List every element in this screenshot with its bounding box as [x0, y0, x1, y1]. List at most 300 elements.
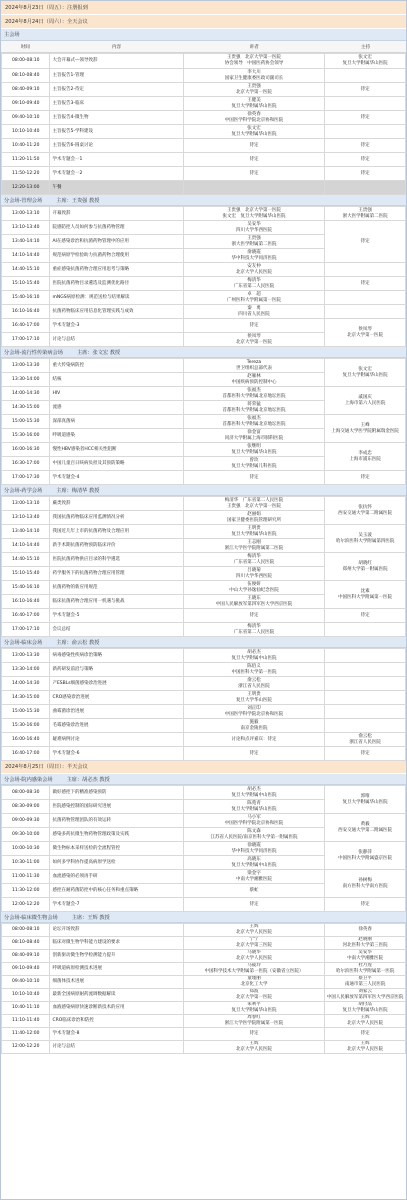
time-cell: 10:40-11:10	[2, 1002, 50, 1015]
host-cell: 待定	[325, 471, 406, 485]
time-cell: 14:40-15:10	[2, 553, 50, 567]
host-cell: 待定	[325, 747, 406, 761]
topic-cell: 会议总结	[50, 623, 183, 637]
agenda-row	[2, 153, 406, 167]
agenda-row	[2, 139, 406, 153]
topic-cell: 最新全国病原耐药流调数据解读	[50, 989, 183, 1002]
topic-cell: mNGS病原检测：规范送检与结果解读	[50, 291, 183, 305]
speaker-cell: 秦 勇 四川省人民医院	[183, 305, 324, 319]
time-cell: 08:00-08:10	[2, 924, 50, 937]
host-cell: 吴玉波 哈尔滨医科大学附属第四医院	[325, 525, 406, 553]
session-table	[1, 923, 406, 1054]
host-cell: 黄毅 西安交通大学第二附属医院	[325, 814, 406, 842]
agenda-row	[2, 842, 406, 856]
topic-cell: 医院抗菌药物目录遴选及监测优化路径	[50, 277, 183, 291]
speaker-cell: 陈佰义 中国医科大学第一医院	[183, 663, 324, 677]
session-table	[1, 648, 406, 761]
time-cell: 09:40-10:10	[2, 111, 50, 125]
speaker-cell: 待定	[183, 319, 324, 333]
host-cell	[325, 263, 406, 277]
speaker-cell: 王辉 北京大学人民医院	[183, 924, 324, 937]
topic-cell: 主旨报告2-待定	[50, 83, 183, 97]
speaker-cell: Tereza 世卫组织总部代表	[183, 359, 324, 373]
time-cell: 16:10-16:40	[2, 595, 50, 609]
host-cell: 俞云松 浙江省人民医院	[325, 733, 406, 747]
topic-cell: 血液感染病原快速诊断新技术的应用	[50, 1002, 183, 1015]
time-cell: 08:40-09:10	[2, 950, 50, 963]
topic-cell: 学术专题会-4	[50, 471, 183, 485]
agenda-row	[2, 963, 406, 976]
agenda-row	[2, 870, 406, 884]
time-cell: 15:00-15:30	[2, 415, 50, 429]
time-cell: 14:00-14:30	[2, 387, 50, 401]
topic-cell: AI在感染诊治和抗菌药物管理中的应用	[50, 235, 183, 249]
session-table	[1, 53, 406, 195]
time-cell: 10:40-11:20	[2, 139, 50, 153]
agenda-row	[2, 54, 406, 69]
speaker-cell: 王辉 北京大学人民医院	[183, 1041, 324, 1054]
topic-cell: 流感	[50, 401, 183, 415]
speaker-cell: 梅清华 广东省第二人民医院	[183, 623, 324, 637]
host-cell: 戚国庆 上海市第六人民医院	[325, 387, 406, 415]
session-name: 主会场	[4, 32, 20, 38]
speaker-cell: 侯凤琴 北京大学第一医院	[183, 333, 324, 347]
agenda-row	[2, 898, 406, 912]
topic-cell: HIV	[50, 387, 183, 401]
topic-cell: 重大传染病防控	[50, 359, 183, 373]
speaker-cell: 蔡虻	[183, 884, 324, 898]
topic-cell: 中国儿童百日咳病负担及其预防策略	[50, 457, 183, 471]
host-cell	[325, 649, 406, 663]
host-cell: 刘家云 中国人民解放军第四军医大学西京医院	[325, 989, 406, 1002]
host-cell	[325, 305, 406, 319]
topic-cell: 讨论与总结	[50, 1041, 183, 1054]
time-cell: 17:00-17:30	[2, 471, 50, 485]
time-cell: 17:00-17:10	[2, 623, 50, 637]
agenda-row	[2, 1015, 406, 1028]
agenda-row	[2, 609, 406, 623]
topic-cell: 重症感染抗菌药物合理应用思考与策略	[50, 263, 183, 277]
speaker-cell: 曾玫 复旦大学附属儿科医院	[183, 457, 324, 471]
host-cell	[325, 705, 406, 719]
time-cell: 14:00-14:30	[2, 677, 50, 691]
topic-cell: 学术专题会-8	[50, 1028, 183, 1041]
topic-cell: 抗菌药物管理团队的有效运转	[50, 814, 183, 828]
day-banner: 2024年8月23日（周五）：注册报到	[1, 1, 406, 15]
host-cell: 李成忠 上海市浦东医院	[325, 443, 406, 471]
agenda-row	[2, 677, 406, 691]
speaker-cell: 高晓东 复旦大学附属中山医院	[183, 856, 324, 870]
topic-cell: 深部真菌病	[50, 415, 183, 429]
agenda-row	[2, 167, 406, 181]
speaker-cell: 朱利平 复旦大学附属华山医院	[183, 1002, 324, 1015]
session-name: 分会场-流行性传染病会场	[4, 349, 63, 356]
host-cell: 待定	[325, 898, 406, 912]
host-cell: 待定	[325, 167, 406, 181]
host-cell: 张文宏 复旦大学附属华山医院	[325, 54, 406, 69]
session-title	[1, 347, 406, 358]
speaker-cell: 陈苑青 复旦大学附属华山医院	[183, 800, 324, 814]
agenda-row	[2, 786, 406, 800]
session-title	[1, 195, 406, 206]
time-cell: 09:30-10:00	[2, 828, 50, 842]
host-cell: 待定	[325, 221, 406, 263]
speaker-cell: 陈文森 江苏省人民医院/南京医科大学第一附属医院	[183, 828, 324, 842]
time-cell: 09:10-09:40	[2, 963, 50, 976]
agenda-row	[2, 649, 406, 663]
time-cell: 11:00-11:30	[2, 870, 50, 884]
topic-cell: 午餐	[50, 181, 183, 195]
topic-cell: 院感防控人员如何参与抗菌药物管理	[50, 221, 183, 235]
topic-cell: 慢性HBV感染者HCC相关性阻断	[50, 443, 183, 457]
time-cell: 11:30-12:00	[2, 884, 50, 898]
speaker-cell: 王晓东 中国人民解放军第四军医大学西京医院	[183, 595, 324, 609]
host-cell: 胡付品 复旦大学附属华山医院	[325, 1002, 406, 1015]
agenda-row	[2, 359, 406, 373]
speaker-cell: 待定	[183, 898, 324, 912]
time-cell: 13:00-13:10	[2, 497, 50, 511]
agenda-row	[2, 581, 406, 595]
host-cell: 待定	[325, 111, 406, 125]
time-cell: 14:30-15:00	[2, 401, 50, 415]
host-cell: 蔡卫平 南通市第三人民医院	[325, 976, 406, 989]
topic-cell: 临床对微生物学科能力建设的要求	[50, 937, 183, 950]
time-cell: 15:40-16:10	[2, 291, 50, 305]
topic-cell: 学术专题会一1	[50, 153, 183, 167]
time-cell: 13:00-13:30	[2, 649, 50, 663]
host-cell: 王辉 北京大学人民医院	[325, 1041, 406, 1054]
time-cell: 13:40-14:10	[2, 235, 50, 249]
time-cell: 16:40-17:00	[2, 319, 50, 333]
host-cell: 王贵强 浙大医学附属第二医院	[325, 207, 406, 221]
time-cell: 13:30-14:00	[2, 663, 50, 677]
host-cell: 侯凤琴 北京大学第一医院	[325, 319, 406, 347]
speaker-cell: 宁宁 北京大学第三医院	[183, 937, 324, 950]
topic-cell: 学术专题会-7	[50, 898, 183, 912]
host-cell	[325, 719, 406, 733]
agenda-row	[2, 83, 406, 97]
speaker-cell: 赵雁林 中国疾病预防控制中心	[183, 373, 324, 387]
host-cell	[325, 623, 406, 637]
topic-cell: 产ESBLs细菌感染诊治进展	[50, 677, 183, 691]
agenda-row	[2, 733, 406, 747]
session-name: 分会场-药学会场	[4, 487, 43, 494]
host-cell	[325, 677, 406, 691]
session-chair: 主席：王贵强 教授	[56, 197, 100, 204]
host-cell	[325, 125, 406, 139]
host-cell	[325, 663, 406, 677]
time-cell: 14:10-14:40	[2, 539, 50, 553]
speaker-cell: 待定	[183, 1028, 324, 1041]
agenda-row	[2, 989, 406, 1002]
speaker-cell: 吴安华 四川大学华西医院	[183, 221, 324, 235]
topic-cell: 主旨报告1-管理	[50, 69, 183, 83]
header-time: 时间	[20, 44, 30, 50]
host-cell: 待定	[325, 139, 406, 153]
host-cell: 赵晓丽 河北医科大学第三医院	[325, 937, 406, 950]
topic-cell: 主旨报告6-圆桌讨论	[50, 139, 183, 153]
time-cell: 09:00-09:30	[2, 814, 50, 828]
agenda-row	[2, 525, 406, 539]
day-banner: 2024年8月24日（周六）：全天会议	[1, 15, 406, 29]
agenda-row	[2, 1041, 406, 1054]
session-chair: 主席：王辉 教授	[71, 914, 110, 921]
session-name: 分会场-管理会场	[4, 197, 43, 204]
topic-cell: 感染多药抗微生物药物管理政策及实践	[50, 828, 183, 842]
agenda-row	[2, 691, 406, 705]
session-title	[1, 485, 406, 496]
topic-cell: 细菌体技术进展	[50, 976, 183, 989]
topic-cell: 学术专题会一2	[50, 167, 183, 181]
time-cell: 15:00-15:30	[2, 705, 50, 719]
speaker-cell: 徐英春 中国医学科学院北京协和医院	[183, 111, 324, 125]
session-title	[1, 774, 406, 785]
speaker-cell: 马小军 中国医学科学院北京协和医院	[183, 814, 324, 828]
time-cell: 08:00-08:30	[2, 786, 50, 800]
agenda-row	[2, 221, 406, 235]
agenda-row	[2, 705, 406, 719]
topic-cell: 做好感控下的精准感染预防	[50, 786, 183, 800]
speaker-cell: 待定	[183, 471, 324, 485]
agenda-row	[2, 497, 406, 511]
host-cell: 待定	[325, 609, 406, 623]
speaker-cell: 王贵强 北京大学第一医院 张文宏 复旦大学附属华山医院	[183, 207, 324, 221]
topic-cell: 血流感染的必须再手研	[50, 870, 183, 884]
session-table	[1, 785, 406, 912]
time-cell: 10:00-10:30	[2, 842, 50, 856]
topic-cell: 学术专题会-6	[50, 747, 183, 761]
speaker-cell: 徐金富 同济大学附属上海市肺科医院	[183, 429, 324, 443]
speaker-cell: 待定	[183, 609, 324, 623]
host-cell	[325, 691, 406, 705]
topic-cell: 学术专题会-3	[50, 319, 183, 333]
host-cell	[325, 69, 406, 83]
speaker-cell: 王贵强 浙大医学附属第二医院	[183, 235, 324, 249]
topic-cell: 主旨报告5-学科建设	[50, 125, 183, 139]
agenda-row	[2, 277, 406, 291]
topic-cell: 大会开幕式—领导致辞	[50, 54, 183, 69]
speaker-cell: 马筱玲 中国科学技术大学附属第一医院（安徽省立医院）	[183, 963, 324, 976]
host-cell: 胡晓红 郑州大学第一附属医院	[325, 553, 406, 581]
topic-cell: 抗菌药物的新应用规范	[50, 581, 183, 595]
session-name: 分会场-临床微生物会场	[4, 914, 58, 921]
time-cell: 13:00-13:10	[2, 207, 50, 221]
time-cell: 15:10-15:40	[2, 567, 50, 581]
agenda-row	[2, 976, 406, 989]
time-cell: 08:10-08:40	[2, 69, 50, 83]
speaker-cell: 王明贵 复旦大学华山医院	[183, 691, 324, 705]
host-cell: 张文宏 复旦大学附属华山医院	[325, 359, 406, 387]
time-cell: 15:30-16:00	[2, 429, 50, 443]
speaker-cell: 郑波 北京大学第一医院	[183, 989, 324, 1002]
agenda-row	[2, 387, 406, 401]
time-cell: 14:30-15:00	[2, 691, 50, 705]
host-cell: 王峰 上海交通大学医学院附属瑞金医院	[325, 415, 406, 443]
time-cell: 13:40-14:10	[2, 525, 50, 539]
host-cell: 郭唯 复旦大学附属华山医院	[325, 786, 406, 814]
session-table	[1, 358, 406, 485]
speaker-cell: 童瑾丽 北京化工大学	[183, 976, 324, 989]
agenda-row	[2, 719, 406, 733]
header-host: 主持	[360, 44, 371, 50]
topic-cell: 临床抗菌药物合理应用一机遇与挑战	[50, 595, 183, 609]
time-cell: 09:10-09:40	[2, 97, 50, 111]
topic-cell: 微生物标本采样送检的全流程管控	[50, 842, 183, 856]
topic-cell: 呼吸道病原检测技术进展	[50, 963, 183, 976]
time-cell: 11:50-12:20	[2, 167, 50, 181]
session-chair: 主席：张文宏 教授	[76, 349, 121, 356]
agenda-row	[2, 747, 406, 761]
topic-cell: 学术专题会-5	[50, 609, 183, 623]
host-cell: 待定	[325, 153, 406, 167]
speaker-cell: 梅清华 广东省第二人民医院	[183, 553, 324, 567]
time-cell: 11:20-11:50	[2, 153, 50, 167]
session-name: 分会场-临床会场	[4, 639, 43, 646]
topic-cell: 医院感染控制的国际研究进展	[50, 800, 183, 814]
topic-cell: 论坛开场致辞	[50, 924, 183, 937]
speaker-cell: 梁金字 中南大学湘雅医院	[183, 870, 324, 884]
session-chair: 主席：胡必杰 教授	[66, 776, 110, 783]
agenda-row	[2, 415, 406, 429]
time-cell: 12:00-12:20	[2, 898, 50, 912]
host-cell	[325, 97, 406, 111]
topic-cell: 规范病原学检验助力抗菌药物合理使用	[50, 249, 183, 263]
host-cell	[325, 181, 406, 195]
topic-cell: 如何多学科协作提高病原学送检	[50, 856, 183, 870]
topic-cell: 创新驱动微生物学检测能力提升	[50, 950, 183, 963]
time-cell: 09:40-10:10	[2, 976, 50, 989]
time-cell: 13:30-14:00	[2, 373, 50, 387]
speaker-cell: 安友仲 北京大学人民医院	[183, 263, 324, 277]
session-chair: 主席：俞云松 教授	[56, 639, 100, 646]
time-cell: 16:00-16:40	[2, 733, 50, 747]
topic-cell: CRO感染诊治进展	[50, 691, 183, 705]
topic-cell: 药学服务下的抗菌药物合理应用管理	[50, 567, 183, 581]
speaker-cell: 施毅 南京金陵医院	[183, 719, 324, 733]
time-cell: 16:40-17:00	[2, 609, 50, 623]
time-cell: 17:00-17:10	[2, 333, 50, 347]
speaker-cell: 蒋荣猛 首都医科大学附属北京地坛医院	[183, 401, 324, 415]
topic-cell: 医院抗菌药物供应目录的科学遴选	[50, 553, 183, 567]
host-cell	[325, 291, 406, 305]
time-cell: 08:40-09:10	[2, 83, 50, 97]
agenda-row	[2, 471, 406, 485]
topic-cell: 抗菌药物临床应用信息化管理实践与成效	[50, 305, 183, 319]
agenda-row	[2, 207, 406, 221]
agenda-row	[2, 319, 406, 333]
speaker-cell: 讨论和点评嘉宾：待定	[183, 733, 324, 747]
time-cell: 16:10-16:40	[2, 305, 50, 319]
time-cell: 13:10-13:40	[2, 221, 50, 235]
speaker-cell: 梅清华 广东省第二人民医院 王贵强 北京大学第一医院	[183, 497, 324, 511]
time-cell: 15:40-16:10	[2, 581, 50, 595]
agenda-row	[2, 1002, 406, 1015]
topic-cell: 讨论与总结	[50, 333, 183, 347]
agenda-row	[2, 181, 406, 195]
topic-cell: 我国抗菌药物临床应用监测情况分析	[50, 511, 183, 525]
agenda-row	[2, 950, 406, 963]
speaker-cell: 周春红 浙江大学医学院附属第一医院	[183, 1015, 324, 1028]
time-cell: 11:40-12:00	[2, 1028, 50, 1041]
session-table	[1, 206, 406, 347]
speaker-cell: 梅清华 广东省第二人民医院	[183, 277, 324, 291]
session-title	[1, 637, 406, 648]
time-cell: 08:10-08:40	[2, 937, 50, 950]
speaker-cell: 马晓华 北京大学人民医院	[183, 950, 324, 963]
host-cell: 张静萍 中国医科大学附属盛京医院	[325, 842, 406, 870]
agenda-row	[2, 97, 406, 111]
host-cell: 沈素 中国医科大学附属第一医院	[325, 581, 406, 609]
time-cell: 11:10-11:40	[2, 1015, 50, 1028]
time-cell: 10:10-10:40	[2, 125, 50, 139]
topic-cell: 我国近几年上市的抗菌药物及合理应用	[50, 525, 183, 539]
time-cell: 13:10-13:40	[2, 511, 50, 525]
speaker-cell: 俞云松 浙江省人民医院	[183, 677, 324, 691]
time-cell: 12:00-12:20	[2, 1041, 50, 1054]
speaker-cell: 卓 超 广州医科大学附属第一医院	[183, 291, 324, 305]
speaker-cell: 张文宏 复旦大学附属华山医院	[183, 125, 324, 139]
agenda-row	[2, 623, 406, 637]
time-cell: 13:00-13:30	[2, 359, 50, 373]
topic-cell: 新手术期抗菌药物预防临床评价	[50, 539, 183, 553]
column-header	[1, 41, 406, 53]
speaker-cell: 王贵强 北京大学第一医院 协会领导 中国医药协会领导	[183, 54, 324, 69]
speaker-cell: 王志刚 浙江大学医学院附属第二医院	[183, 539, 324, 553]
topic-cell: 曲霉菌诊治进展	[50, 705, 183, 719]
topic-cell: 主旨报告4-微生物	[50, 111, 183, 125]
speaker-cell: 胡必杰 复旦大学附属中山医院	[183, 649, 324, 663]
speaker-cell: 张福杰 首都医科大学附属北京地坛医院	[183, 415, 324, 429]
topic-cell: 新药研发前沿与策略	[50, 663, 183, 677]
time-cell: 10:30-11:00	[2, 856, 50, 870]
host-cell: 待定	[325, 1028, 406, 1041]
speaker-cell: 待定	[183, 167, 324, 181]
time-cell: 16:40-17:00	[2, 747, 50, 761]
agenda-row	[2, 291, 406, 305]
topic-cell: 结核	[50, 373, 183, 387]
speaker-cell	[183, 181, 324, 195]
time-cell: 15:10-15:40	[2, 277, 50, 291]
session-title	[1, 29, 406, 41]
session-title	[1, 912, 406, 923]
topic-cell: 疑难病例讨论	[50, 733, 183, 747]
host-cell: 吴安华 中南大学湘雅医院	[325, 950, 406, 963]
time-cell: 15:30-16:00	[2, 719, 50, 733]
agenda-row	[2, 663, 406, 677]
speaker-cell: 徐晓霞 华中科技大学同济医院	[183, 842, 324, 856]
speaker-cell: 王明贵 复旦大学附属华山医院	[183, 525, 324, 539]
agenda-row	[2, 125, 406, 139]
host-cell: 张抗怀 西安交通大学第二附属医院	[325, 497, 406, 525]
topic-cell: 病毒感染性疾病诊治策略	[50, 649, 183, 663]
agenda-row	[2, 69, 406, 83]
topic-cell: 毛霉感染诊治进展	[50, 719, 183, 733]
host-cell: 徐英春	[325, 924, 406, 937]
speaker-cell: 吕晓菊 四川大学华西医院	[183, 567, 324, 581]
host-cell: 待定	[325, 277, 406, 291]
agenda-row	[2, 111, 406, 125]
agenda-row	[2, 814, 406, 828]
time-cell: 10:10-10:40	[2, 989, 50, 1002]
day-banner: 2024年8月25日（周日）：半天会议	[1, 761, 406, 774]
topic-cell: CRO临床诊治和防控	[50, 1015, 183, 1028]
session-table	[1, 496, 406, 637]
speaker-cell: 俞晓霞 华中科技大学同济医院	[183, 249, 324, 263]
speaker-cell: 王健美 复旦大学附属华山医院	[183, 97, 324, 111]
time-cell: 08:30-09:00	[2, 800, 50, 814]
agenda-row	[2, 263, 406, 277]
session-name: 分会场-院内感染会场	[4, 776, 53, 783]
